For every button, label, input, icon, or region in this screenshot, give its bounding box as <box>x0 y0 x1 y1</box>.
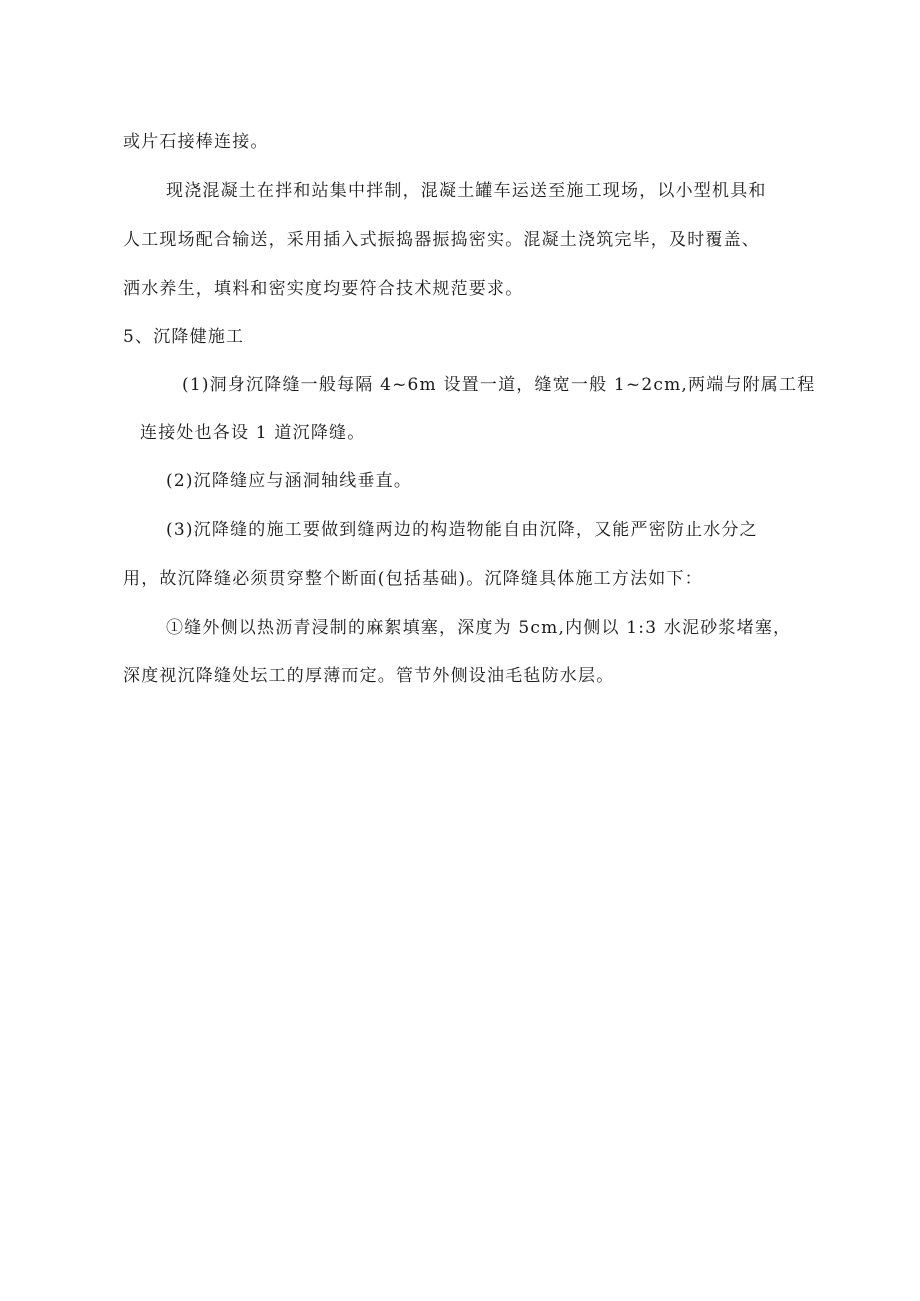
item-3-line-1: (3)沉降缝的施工要做到缝两边的构造物能自由沉降，又能严密防止水分之 <box>166 520 758 540</box>
item-2: (2)沉降缝应与涵洞轴线垂直。 <box>166 471 413 491</box>
method-line-1: ①缝外侧以热沥青浸制的麻絮填塞，深度为 5cm,内侧以 1:3 水泥砂浆堵塞， <box>166 618 792 638</box>
item-1-line-1: (1)洞身沉降缝一般每隔 4~6m 设置一道，缝宽一般 1~2cm,两端与附属工程 <box>182 375 816 395</box>
text-line-1: 或片石接棒连接。 <box>123 132 269 152</box>
method-line-2: 深度视沉降缝处坛工的厚薄而定。管节外侧设油毛毡防水层。 <box>123 666 615 686</box>
item-1-line-2: 连接处也各设 1 道沉降缝。 <box>140 423 366 443</box>
paragraph-concrete-line-1: 现浇混凝土在拌和站集中拌制，混凝土罐车运送至施工现场，以小型机具和 <box>166 181 767 201</box>
paragraph-concrete-line-3: 洒水养生，填料和密实度均要符合技术规范要求。 <box>123 279 524 299</box>
item-3-line-2: 用，故沉降缝必须贯穿整个断面(包括基础)。沉降缝具体施工方法如下： <box>123 569 703 589</box>
paragraph-concrete-line-2: 人工现场配合输送，采用插入式振捣器振捣密实。混凝土浇筑完毕，及时覆盖、 <box>123 230 760 250</box>
section-heading: 5、沉降健施工 <box>123 327 245 347</box>
